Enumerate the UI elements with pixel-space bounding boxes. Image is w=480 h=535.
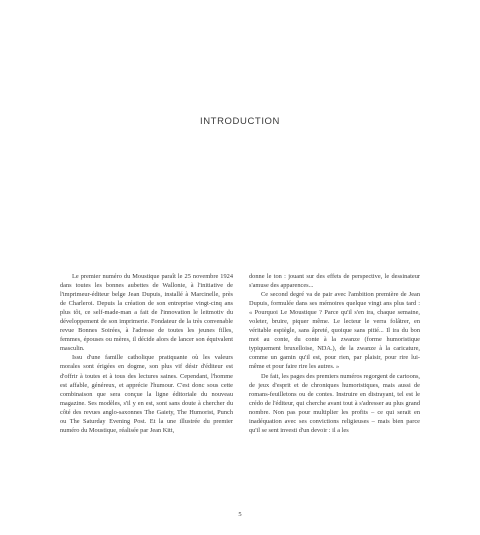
left-paragraph-2: Issu d'une famille catholique pratiquante où les valeurs morales sont érigées en dogme, son plus vif désir d'éditeur est d'offrir à toutes et à tous des lectures saines. Cependant, l'homme est affable, généreux, et apprécie l'humour. C'est donc sous cette combinaison que sera conçue la ligne éditoriale du nouveau magazine. Ses modèles, s'il y en est, sont sans doute à chercher du côté des revues anglo-saxonnes The Gaiety, The Humorist, Punch ou The Saturday Evening Post. Et la une illustrée du premier numéro du Moustique, réalisée par Jean Kitt, bbox=[60, 354, 233, 434]
page-number: 5 bbox=[238, 511, 242, 518]
right-column bbox=[249, 272, 420, 435]
right-paragraph-2: Ce second degré va de pair avec l'ambition première de Jean Dupuis, formulée dans ses mémoires quelque vingt ans plus tard : « Pourquoi Le Moustique ? Parce qu'il s'en ira, chaque semaine, voleter, bruire, piquer même. Le lecteur le verra folâtrer, en véritable espiègle, sans âpreté, quoique sans pitié... Il ira du bon mot au conte, du conte à la zwanze (forme humoristique typiquement bruxelloise, NDA.), de la zwanze à la caricature, comme un gamin qu'il est, pour rien, par plaisir, pour rire lui-même et pour faire rire les autres. » bbox=[249, 291, 420, 371]
right-paragraph-3: De fait, les pages des premiers numéros regorgent de cartoons, de jeux d'esprit et de chroniques humoristiques, mais aussi de romans-feuilletons ou de contes. Instruire en distrayant, tel est le crédo de l'éditeur, qui cherche avant tout à s'adresser au plus grand nombre. Non pas pour multiplier les profits – ce qui serait en inadéquation avec ses convictions religieuses – mais bien parce qu'il se sent investi d'un devoir : il a les bbox=[249, 372, 420, 434]
right-paragraph-1: donne le ton : jouant sur des effets de perspective, le dessinateur s'amuse des apparences... bbox=[249, 273, 420, 290]
page-heading: INTRODUCTION bbox=[199, 116, 281, 127]
left-paragraph-1: Le premier numéro du Moustique paraît le 25 novembre 1924 dans toutes les bonnes aubettes de Wallonie, à l'initiative de l'imprimeur-éditeur belge Jean Dupuis, installé à Marcinelle, près de Charleroi. Depuis la création de son entreprise vingt-cinq ans plus tôt, ce self-made-man a fait de l'innovation le leitmotiv du développement de son imprimerie. Fondateur de la très convenable revue Bonnes Soirées, à l'adresse de toutes les jeunes filles, femmes, épouses ou mères, il décide alors de lancer son équivalent masculin. bbox=[60, 273, 233, 353]
left-column bbox=[60, 272, 233, 435]
